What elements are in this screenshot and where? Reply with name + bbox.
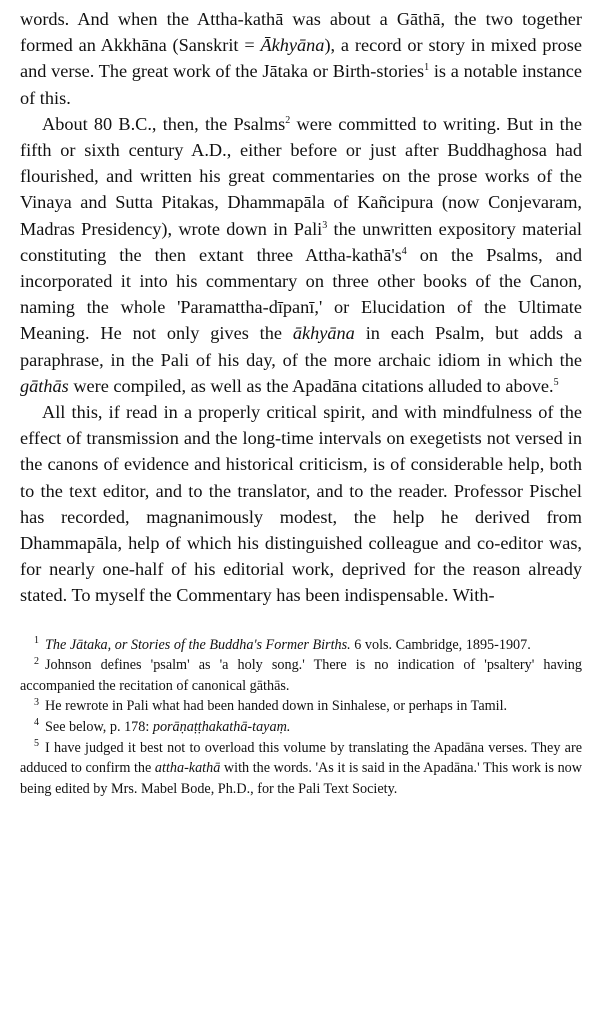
italic-text: gāthās (20, 375, 69, 396)
main-text (20, 6, 582, 609)
italic-text: The Jātaka, or Stories of the Buddha's Former Births. (45, 636, 351, 653)
text-run: See below, p. 178: (45, 719, 153, 736)
footnote-reference: 1 (424, 62, 430, 74)
footnote (20, 696, 582, 717)
text-run: in each Psalm, but adds a paraphrase, in the Pali of his day, of the more archaic idiom in which the (20, 323, 583, 370)
footnote-reference: 2 (285, 114, 291, 126)
paragraph (20, 6, 582, 111)
footnote (20, 655, 582, 696)
footnote (20, 717, 582, 738)
footnote-number: 3 (34, 696, 39, 708)
text-run: About 80 B.C., then, the Psalms (42, 113, 286, 134)
text-run: with the words. 'As it is said in the Apadāna.' This work is now being edited by Mrs. Mabel Bode, Ph.D., for the Pali Text Society. (20, 760, 582, 797)
footnote (20, 635, 582, 656)
italic-text: ākhyāna (292, 323, 355, 344)
text-run: 6 vols. Cambridge, 1895-1907. (350, 636, 531, 653)
footnote-number: 2 (34, 655, 39, 667)
text-run: All this, if read in a properly critical spirit, and with mindfulness of the effect of transmission and the long-time intervals on exegetists not versed in the canons of evidence and historical criticism, is of considerable help, both to the text editor, and to the translator, and to the reader. Professor Pischel has recorded, magnanimously modest, the help he derived from Dhammapāla, help of which his distinguished colleague and co-editor was, for nearly one-half of his editorial work, deprived for the reason already stated. To myself the Commentary has been indispensable. With- (20, 402, 582, 606)
italic-text: attha-kathā (154, 760, 221, 777)
text-run: He rewrote in Pali what had been handed down in Sinhalese, or perhaps in Tamil. (45, 698, 508, 715)
text-run: I have judged it best not to overload this volume by translating the Apadāna verses. They are adduced to confirm the (20, 739, 582, 777)
text-run: were committed to writing. But in the fifth or sixth century A.D., either before or just after Buddhaghosa had flourished, and written his great commentaries on the prose works of the Vinaya and Sutta Pitakas, Dhammapāla of Kañcipura (now Conjevaram, Madras Presidency), wrote down in Pali (20, 113, 582, 239)
paragraph (20, 111, 582, 399)
italic-text: Ākhyāna (260, 35, 325, 56)
text-run: words. And when the Attha-kathā was about a Gāthā, the two together formed an Akkhāna (Sanskrit = (20, 9, 582, 56)
footnote-number: 1 (34, 634, 39, 646)
footnote-number: 5 (34, 737, 39, 749)
text-run: on the Psalms, and incorporated it into his commentary on three other books of the Canon, naming the whole 'Paramattha-dīpanī,' or Elucidation of the Ultimate Meaning. He not only gives the (20, 244, 582, 344)
text-run: is a notable instance of this. (20, 61, 583, 108)
footnote-reference: 4 (401, 245, 407, 257)
footnotes (20, 635, 582, 800)
paragraph (20, 399, 582, 609)
text-run: Johnson defines 'psalm' as 'a holy song.' There is no indication of 'psaltery' having accompanied the recitation of canonical gāthās. (20, 657, 582, 694)
footnote (20, 738, 582, 800)
text-run: the unwritten expository material constituting the then extant three Attha-kathā's (20, 218, 582, 265)
text-run: ), a record or story in mixed prose and verse. The great work of the Jātaka or Birth-stories (20, 35, 582, 82)
footnote-reference: 5 (553, 376, 559, 388)
footnote-number: 4 (34, 717, 39, 729)
text-run: were compiled, as well as the Apadāna citations alluded to above. (68, 375, 554, 396)
italic-text: porāṇaṭṭhakathā-tayaṃ. (152, 719, 291, 736)
footnote-reference: 3 (322, 219, 328, 231)
